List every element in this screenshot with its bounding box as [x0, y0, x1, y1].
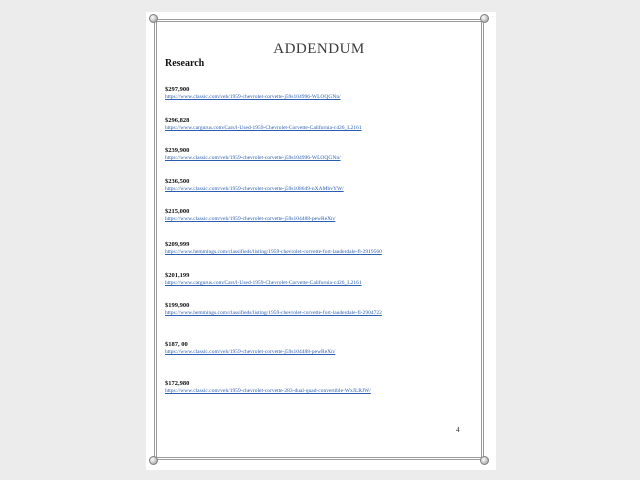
entry-link[interactable]: https://www.hemmings.com/classifieds/listing/1959-chevrolet-corvette-fort-lauderdale-fl-2904722	[165, 310, 382, 316]
entry-price: $199,900	[165, 302, 190, 309]
corner-ornament	[149, 456, 158, 465]
entry-link[interactable]: https://www.classic.com/veh/1959-chevrolet-corvette-j59s104488-pewReXn/	[165, 216, 336, 222]
entry-link[interactable]: https://www.cargurus.com/Cars/l-Used-1959-Chevrolet-Corvette-California-c426_L2161	[165, 125, 362, 131]
entry-link[interactable]: https://www.classic.com/veh/1959-chevrolet-corvette-j59s108649-nXAMbvYW/	[165, 186, 344, 192]
corner-ornament	[149, 14, 158, 23]
research-entry	[165, 147, 341, 162]
research-entry	[165, 208, 335, 223]
entry-link[interactable]: https://www.cargurus.com/Cars/l-Used-1959-Chevrolet-Corvette-California-c426_L2161	[165, 280, 362, 286]
research-entry	[165, 380, 371, 395]
research-entry	[165, 302, 382, 317]
research-entry	[165, 178, 344, 193]
entry-price: $239,900	[165, 147, 190, 154]
entry-link[interactable]: https://www.classic.com/veh/1959-chevrolet-corvette-283-dual-quad-convertible-WxJLRJW/	[165, 388, 371, 394]
research-entry	[165, 341, 335, 356]
entry-price: $296,828	[165, 117, 190, 124]
corner-ornament	[480, 456, 489, 465]
corner-ornament	[480, 14, 489, 23]
page-title: ADDENDUM	[273, 41, 365, 57]
entry-price: $236,500	[165, 178, 190, 185]
entry-price: $215,000	[165, 208, 190, 215]
entry-price: $297,900	[165, 86, 190, 93]
entry-price: $201,199	[165, 272, 190, 279]
entry-price: $187, 00	[165, 341, 188, 348]
entry-link[interactable]: https://www.classic.com/veh/1959-chevrolet-corvette-j59s104996-WLOQGNn/	[165, 155, 341, 161]
research-entry	[165, 86, 341, 101]
research-entry	[165, 241, 382, 256]
entry-link[interactable]: https://www.hemmings.com/classifieds/listing/1959-chevrolet-corvette-fort-lauderdale-fl-2919560	[165, 249, 382, 255]
entry-link[interactable]: https://www.classic.com/veh/1959-chevrolet-corvette-j59s104488-pewReXn/	[165, 349, 336, 355]
research-entry	[165, 272, 362, 287]
page-number: 4	[456, 426, 460, 434]
entry-link[interactable]: https://www.classic.com/veh/1959-chevrolet-corvette-j59s104996-WLOQGNn/	[165, 94, 341, 100]
entry-price: $172,980	[165, 380, 190, 387]
entry-price: $209,999	[165, 241, 190, 248]
section-heading: Research	[165, 58, 205, 69]
research-entry	[165, 117, 362, 132]
